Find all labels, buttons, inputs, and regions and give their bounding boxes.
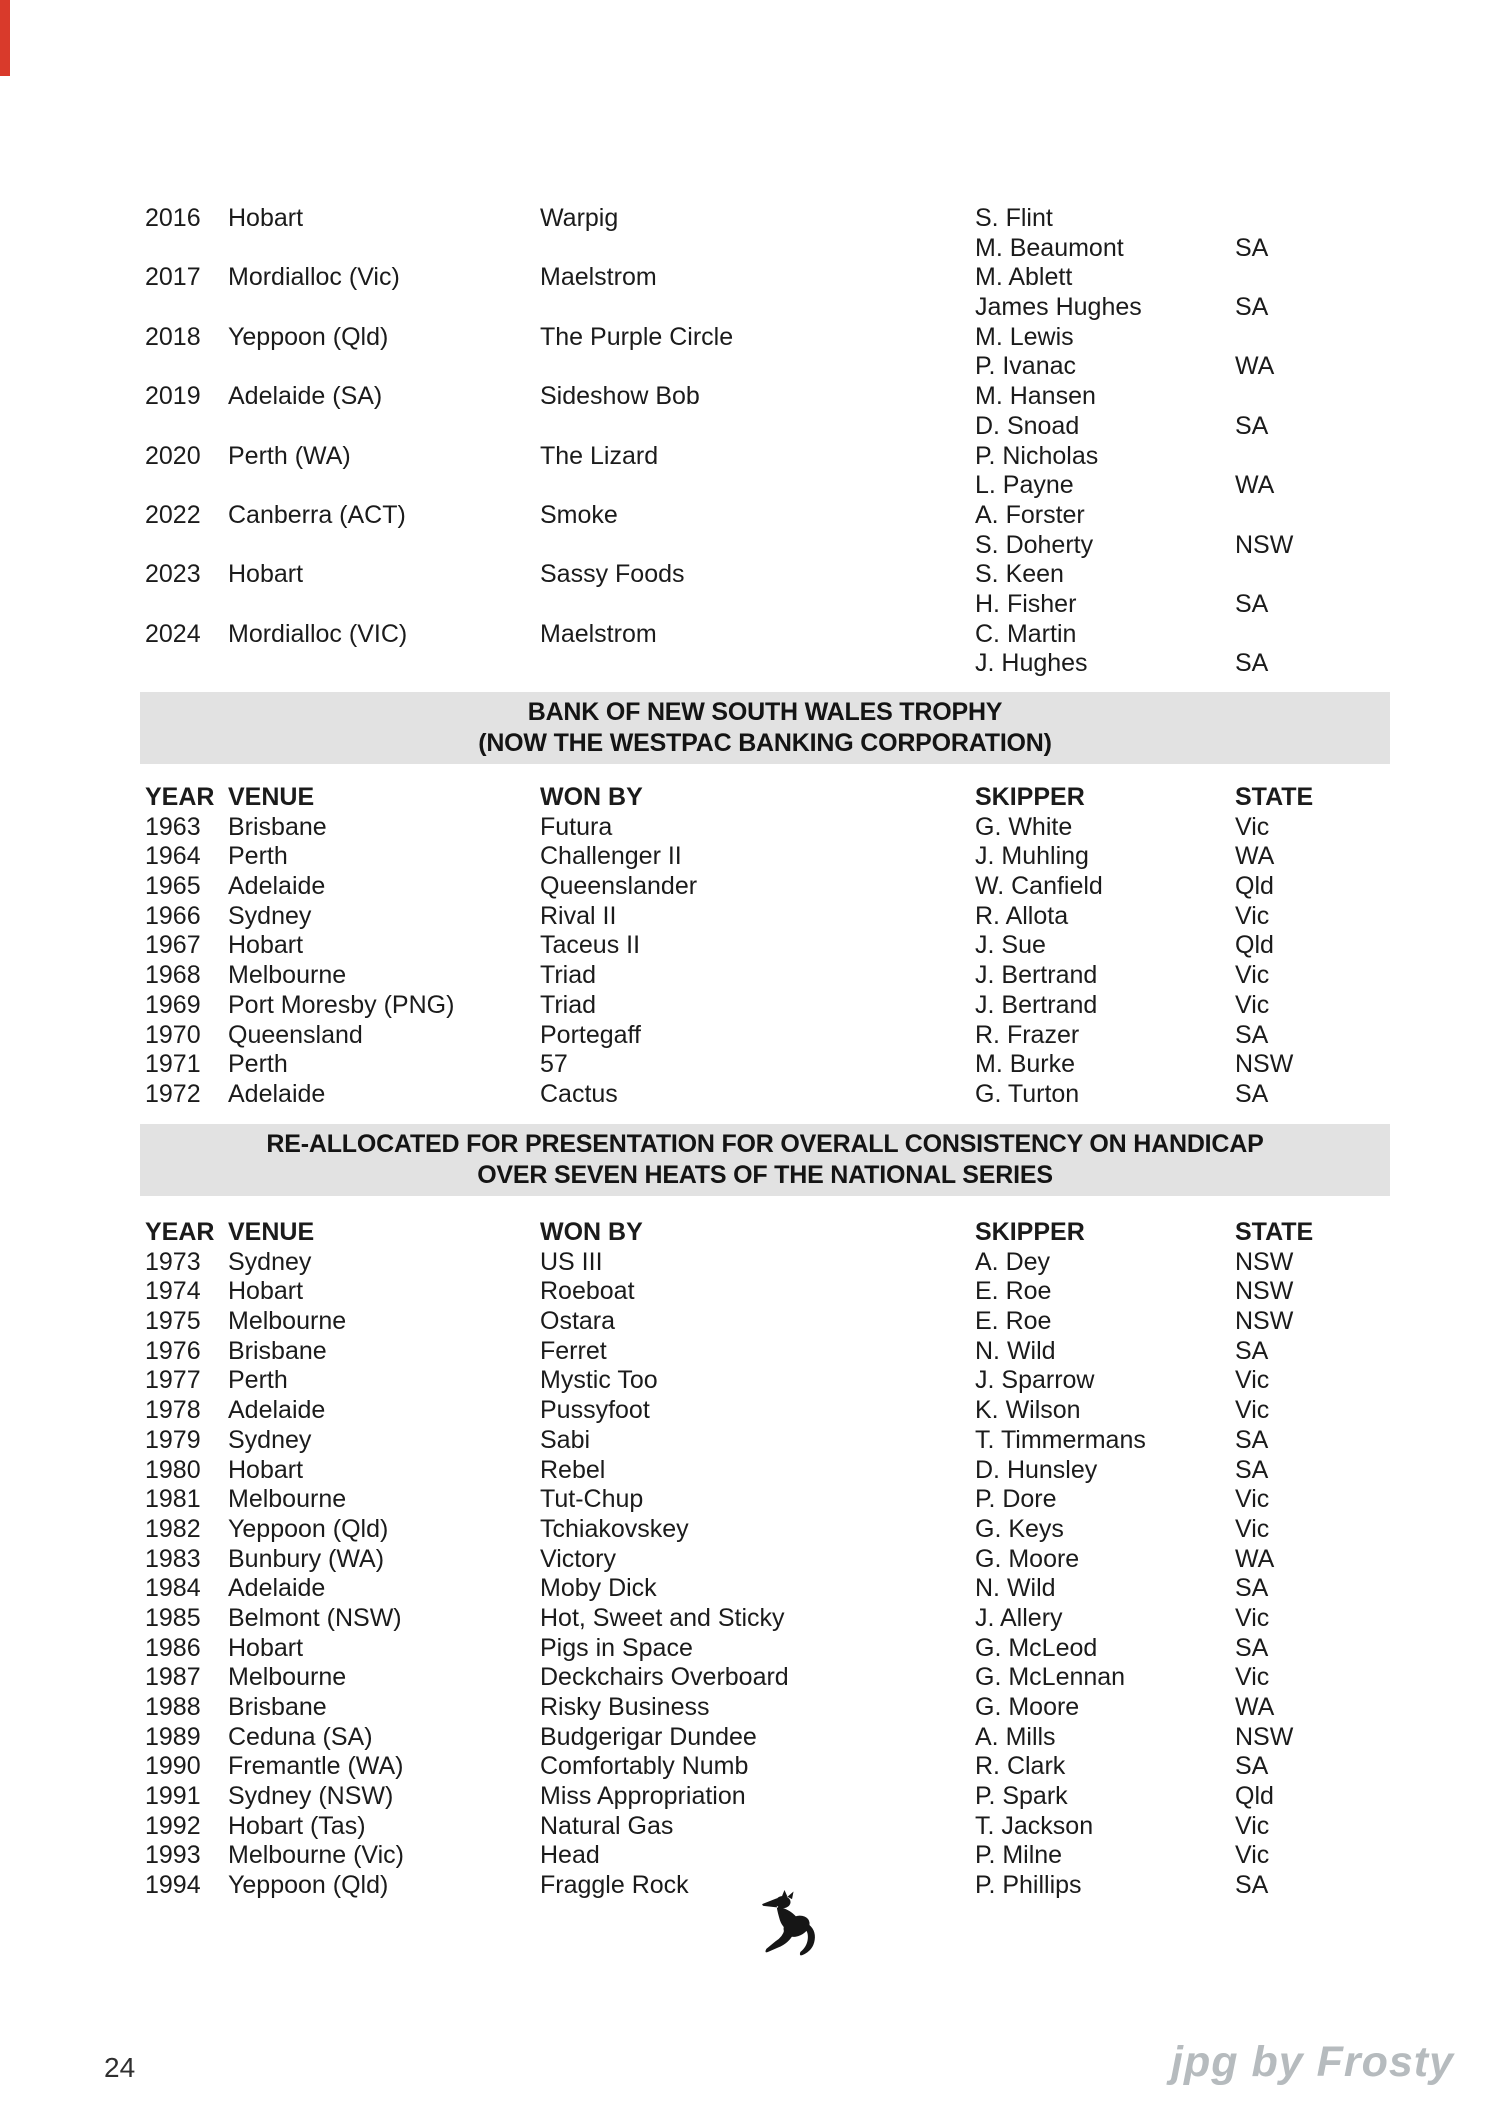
won-by-cell: Sabi [540,1425,591,1454]
won-by-cell: Hot, Sweet and Sticky [540,1603,785,1632]
won-by-cell: Head [540,1841,600,1870]
column-header-state: STATE [1235,1218,1314,1246]
venue-cell: Melbourne [228,1307,347,1336]
page-number: 24 [104,2052,136,2083]
table-row [0,1396,1500,1426]
venue-cell: Adelaide [228,872,326,901]
column-header-won-by: WON BY [540,1218,643,1246]
skipper-cell: H. Fisher [975,589,1077,618]
skipper-cell: R. Clark [975,1752,1066,1781]
table-row [0,1663,1500,1693]
year-cell: 1983 [145,1544,201,1573]
won-by-cell: Queenslander [540,872,698,901]
venue-cell: Adelaide [228,1079,326,1108]
won-by-cell: Mystic Too [540,1366,658,1395]
state-cell: NSW [1235,1722,1294,1751]
won-by-cell: Rebel [540,1455,606,1484]
won-by-cell: Maelstrom [540,263,657,292]
year-cell: 1975 [145,1307,201,1336]
skipper-cell: M. Beaumont [975,233,1124,262]
column-header-venue: VENUE [228,1218,315,1246]
venue-cell: Hobart [228,560,304,589]
table-row [0,1021,1500,1051]
venue-cell: Hobart [228,1277,304,1306]
state-cell: Qld [1235,1782,1274,1811]
skipper-cell: R. Frazer [975,1020,1080,1049]
table-row-line-1 [0,323,1500,353]
state-cell: SA [1235,411,1269,440]
column-header-skipper: SKIPPER [975,1218,1085,1246]
year-cell: 1988 [145,1693,201,1721]
state-cell: WA [1235,1693,1275,1721]
table-row [0,842,1500,872]
table-row [0,872,1500,902]
venue-cell: Port Moresby (PNG) [228,990,455,1019]
table-row [0,961,1500,991]
state-cell: WA [1235,1544,1275,1573]
state-cell: Vic [1235,1366,1270,1395]
banner-title-line: OVER SEVEN HEATS OF THE NATIONAL SERIES [477,1161,1053,1189]
venue-cell: Mordialloc (Vic) [228,263,400,292]
table-row [0,1337,1500,1367]
venue-cell: Brisbane [228,1693,327,1721]
table-row [0,991,1500,1021]
venue-cell: Brisbane [228,812,327,841]
skipper-cell: P. Milne [975,1841,1063,1870]
watermark-text: jpg by Frosty [1171,2038,1454,2086]
table-row [0,1812,1500,1842]
won-by-cell: Taceus II [540,931,641,960]
table-row [0,1782,1500,1812]
skipper-cell: M. Lewis [975,322,1074,351]
continuation-table [0,204,1500,679]
venue-cell: Perth [228,1366,288,1395]
skipper-cell: N. Wild [975,1336,1056,1365]
skipper-cell: P. Dore [975,1485,1057,1514]
bank-nsw-trophy-table [0,783,1500,1110]
table-row-line-1 [0,204,1500,234]
state-cell: SA [1235,1871,1269,1900]
year-cell: 1979 [145,1425,201,1454]
state-cell: Vic [1235,1396,1270,1425]
year-cell: 2023 [145,560,201,589]
venue-cell: Yeppoon (Qld) [228,1514,389,1543]
year-cell: 1976 [145,1336,201,1365]
skipper-cell: G. Moore [975,1693,1080,1721]
table-row [0,1277,1500,1307]
table-row-line-2 [0,531,1500,561]
year-cell: 1973 [145,1247,201,1276]
venue-cell: Sydney [228,1247,312,1276]
won-by-cell: US III [540,1247,603,1276]
state-cell: NSW [1235,1050,1294,1079]
skipper-cell: G. Moore [975,1544,1080,1573]
skipper-cell: C. Martin [975,619,1077,648]
table-body [0,1248,1500,1901]
venue-cell: Melbourne [228,1485,347,1514]
table-row [0,1515,1500,1545]
table-row [0,813,1500,843]
state-cell: Vic [1235,961,1270,990]
venue-cell: Sydney [228,901,312,930]
state-cell: WA [1235,471,1275,500]
year-cell: 2016 [145,204,201,232]
won-by-cell: Triad [540,961,597,990]
skipper-cell: J. Hughes [975,649,1088,678]
table-row-line-2 [0,412,1500,442]
table-row-line-1 [0,620,1500,650]
won-by-cell: Triad [540,990,597,1019]
table-row [0,1723,1500,1753]
state-cell: NSW [1235,1307,1294,1336]
table-row [0,560,1500,619]
year-cell: 1984 [145,1574,201,1603]
skipper-cell: P. Nicholas [975,441,1099,470]
table-row-line-1 [0,560,1500,590]
skipper-cell: R. Allota [975,901,1069,930]
year-cell: 1989 [145,1722,201,1751]
year-cell: 1990 [145,1752,201,1781]
won-by-cell: Tchiakovskey [540,1514,689,1543]
banner-title-line: BANK OF NEW SOUTH WALES TROPHY [527,698,1003,726]
state-cell: SA [1235,1633,1269,1662]
state-cell: NSW [1235,1277,1294,1306]
table-row [0,1485,1500,1515]
won-by-cell: Maelstrom [540,619,657,648]
state-cell: Qld [1235,872,1274,901]
skipper-cell: D. Snoad [975,411,1080,440]
year-cell: 2024 [145,619,201,648]
table-row-line-2 [0,234,1500,264]
table-row [0,1574,1500,1604]
table-row-line-2 [0,352,1500,382]
year-cell: 1986 [145,1633,201,1662]
column-header-won-by: WON BY [540,783,643,811]
venue-cell: Hobart (Tas) [228,1811,366,1840]
column-header-venue: VENUE [228,783,315,811]
venue-cell: Perth (WA) [228,441,351,470]
venue-cell: Canberra (ACT) [228,500,406,529]
state-cell: Vic [1235,1603,1270,1632]
state-cell: NSW [1235,1247,1294,1276]
table-header-row [0,1218,1500,1248]
section-banner-bank-nsw-trophy [140,692,1390,764]
won-by-cell: Comfortably Numb [540,1752,749,1781]
column-header-year: YEAR [145,1218,215,1246]
state-cell: SA [1235,1079,1269,1108]
skipper-cell: G. Turton [975,1079,1080,1108]
won-by-cell: Rival II [540,901,617,930]
skipper-cell: G. Keys [975,1514,1064,1543]
venue-cell: Belmont (NSW) [228,1603,402,1632]
state-cell: Vic [1235,1841,1270,1870]
national-series-table [0,1218,1500,1901]
won-by-cell: Smoke [540,500,618,529]
state-cell: SA [1235,233,1269,262]
year-cell: 1971 [145,1050,201,1079]
state-cell: SA [1235,1455,1269,1484]
won-by-cell: Sideshow Bob [540,382,700,411]
skipper-cell: J. Muhling [975,842,1089,871]
column-header-year: YEAR [145,783,215,811]
skipper-cell: N. Wild [975,1574,1056,1603]
year-cell: 1967 [145,931,201,960]
won-by-cell: Ferret [540,1336,607,1365]
state-cell: SA [1235,1752,1269,1781]
table-row [0,902,1500,932]
table-row [0,204,1500,263]
table-row [0,1248,1500,1278]
won-by-cell: Moby Dick [540,1574,657,1603]
skipper-cell: S. Doherty [975,530,1094,559]
won-by-cell: Miss Appropriation [540,1782,746,1811]
skipper-cell: D. Hunsley [975,1455,1098,1484]
state-cell: Vic [1235,1485,1270,1514]
skipper-cell: E. Roe [975,1277,1052,1306]
state-cell: WA [1235,352,1275,381]
kangaroo-icon [750,1890,828,1958]
venue-cell: Perth [228,842,288,871]
table-row-line-2 [0,590,1500,620]
year-cell: 1982 [145,1514,201,1543]
venue-cell: Hobart [228,1633,304,1662]
table-row [0,1604,1500,1634]
table-body [0,813,1500,1110]
venue-cell: Yeppoon (Qld) [228,322,389,351]
year-cell: 1978 [145,1396,201,1425]
table-row [0,501,1500,560]
year-cell: 1966 [145,901,201,930]
year-cell: 1980 [145,1455,201,1484]
venue-cell: Hobart [228,204,304,232]
skipper-cell: A. Mills [975,1722,1056,1751]
venue-cell: Melbourne [228,961,347,990]
won-by-cell: Tut-Chup [540,1485,644,1514]
table-row [0,1080,1500,1110]
year-cell: 2017 [145,263,201,292]
venue-cell: Fremantle (WA) [228,1752,404,1781]
skipper-cell: A. Forster [975,500,1085,529]
table-row-line-2 [0,649,1500,679]
state-cell: Vic [1235,1811,1270,1840]
venue-cell: Melbourne (Vic) [228,1841,405,1870]
table-row-line-2 [0,293,1500,323]
won-by-cell: Sassy Foods [540,560,685,589]
venue-cell: Queensland [228,1020,363,1049]
skipper-cell: L. Payne [975,471,1074,500]
table-row [0,1366,1500,1396]
table-row [0,1307,1500,1337]
won-by-cell: Natural Gas [540,1811,674,1840]
year-cell: 1969 [145,990,201,1019]
table-header-row [0,783,1500,813]
skipper-cell: J. Allery [975,1603,1063,1632]
year-cell: 1987 [145,1663,201,1692]
table-row [0,1545,1500,1575]
year-cell: 2018 [145,322,201,351]
venue-cell: Perth [228,1050,288,1079]
state-cell: SA [1235,1336,1269,1365]
venue-cell: Adelaide [228,1396,326,1425]
table-row [0,382,1500,441]
skipper-cell: P. Ivanac [975,352,1077,381]
year-cell: 1968 [145,961,201,990]
skipper-cell: W. Canfield [975,872,1103,901]
won-by-cell: Risky Business [540,1693,710,1721]
venue-cell: Bunbury (WA) [228,1544,385,1573]
state-cell: SA [1235,1020,1269,1049]
won-by-cell: Portegaff [540,1020,642,1049]
year-cell: 1991 [145,1782,201,1811]
table-row-line-1 [0,442,1500,472]
venue-cell: Yeppoon (Qld) [228,1871,389,1900]
skipper-cell: G. White [975,812,1073,841]
table-row [0,323,1500,382]
venue-cell: Sydney [228,1425,312,1454]
table-row [0,620,1500,679]
won-by-cell: Pussyfoot [540,1396,650,1425]
skipper-cell: J. Bertrand [975,961,1098,990]
skipper-cell: G. McLeod [975,1633,1098,1662]
won-by-cell: Deckchairs Overboard [540,1663,789,1692]
skipper-cell: E. Roe [975,1307,1052,1336]
won-by-cell: The Lizard [540,441,659,470]
skipper-cell: A. Dey [975,1247,1051,1276]
state-cell: NSW [1235,530,1294,559]
year-cell: 2019 [145,382,201,411]
venue-cell: Hobart [228,1455,304,1484]
skipper-cell: K. Wilson [975,1396,1081,1425]
skipper-cell: M. Ablett [975,263,1073,292]
year-cell: 1965 [145,872,201,901]
skipper-cell: S. Keen [975,560,1064,589]
year-cell: 1972 [145,1079,201,1108]
state-cell: SA [1235,293,1269,322]
year-cell: 1970 [145,1020,201,1049]
table-row [0,442,1500,501]
table-row [0,931,1500,961]
table-row-line-2 [0,471,1500,501]
scan-edge-artifact [0,0,10,76]
state-cell: Vic [1235,812,1270,841]
column-header-state: STATE [1235,783,1314,811]
skipper-cell: P. Spark [975,1782,1068,1811]
table-row [0,1426,1500,1456]
won-by-cell: The Purple Circle [540,322,734,351]
year-cell: 1981 [145,1485,201,1514]
skipper-cell: M. Burke [975,1050,1076,1079]
state-cell: SA [1235,1574,1269,1603]
year-cell: 2020 [145,441,201,470]
year-cell: 1964 [145,842,201,871]
table-row [0,1693,1500,1723]
skipper-cell: G. McLennan [975,1663,1126,1692]
table-row [0,1752,1500,1782]
venue-cell: Brisbane [228,1336,327,1365]
venue-cell: Adelaide (SA) [228,382,383,411]
year-cell: 1974 [145,1277,201,1306]
year-cell: 2022 [145,500,201,529]
skipper-cell: M. Hansen [975,382,1096,411]
venue-cell: Ceduna (SA) [228,1722,373,1751]
table-row [0,263,1500,322]
won-by-cell: Futura [540,812,613,841]
skipper-cell: James Hughes [975,293,1142,322]
banner-title-line: RE-ALLOCATED FOR PRESENTATION FOR OVERALL CONSISTENCY ON HANDICAP [266,1130,1264,1158]
table-row [0,1634,1500,1664]
state-cell: WA [1235,842,1275,871]
state-cell: SA [1235,649,1269,678]
year-cell: 1985 [145,1603,201,1632]
venue-cell: Adelaide [228,1574,326,1603]
year-cell: 1992 [145,1811,201,1840]
venue-cell: Hobart [228,931,304,960]
year-cell: 1994 [145,1871,201,1900]
won-by-cell: Challenger II [540,842,682,871]
table-row [0,1841,1500,1871]
state-cell: SA [1235,589,1269,618]
banner-title-line: (NOW THE WESTPAC BANKING CORPORATION) [478,729,1052,757]
won-by-cell: Cactus [540,1079,618,1108]
skipper-cell: J. Bertrand [975,990,1098,1019]
state-cell: Qld [1235,931,1274,960]
won-by-cell: 57 [540,1050,568,1079]
state-cell: Vic [1235,1514,1270,1543]
state-cell: SA [1235,1425,1269,1454]
won-by-cell: Roeboat [540,1277,635,1306]
won-by-cell: Pigs in Space [540,1633,693,1662]
skipper-cell: P. Phillips [975,1871,1082,1900]
year-cell: 1993 [145,1841,201,1870]
table-row-line-1 [0,263,1500,293]
year-cell: 1963 [145,812,201,841]
skipper-cell: S. Flint [975,204,1053,232]
skipper-cell: J. Sparrow [975,1366,1095,1395]
won-by-cell: Warpig [540,204,619,232]
state-cell: Vic [1235,990,1270,1019]
section-banner-reallocated [140,1124,1390,1196]
won-by-cell: Ostara [540,1307,616,1336]
year-cell: 1977 [145,1366,201,1395]
venue-cell: Mordialloc (VIC) [228,619,408,648]
won-by-cell: Budgerigar Dundee [540,1722,757,1751]
won-by-cell: Fraggle Rock [540,1871,689,1900]
venue-cell: Melbourne [228,1663,347,1692]
table-row-line-1 [0,382,1500,412]
table-row [0,1050,1500,1080]
table-row [0,1456,1500,1486]
column-header-skipper: SKIPPER [975,783,1085,811]
venue-cell: Sydney (NSW) [228,1782,394,1811]
state-cell: Vic [1235,901,1270,930]
won-by-cell: Victory [540,1544,616,1573]
skipper-cell: J. Sue [975,931,1046,960]
state-cell: Vic [1235,1663,1270,1692]
skipper-cell: T. Timmermans [975,1425,1146,1454]
skipper-cell: T. Jackson [975,1811,1094,1840]
table-row-line-1 [0,501,1500,531]
